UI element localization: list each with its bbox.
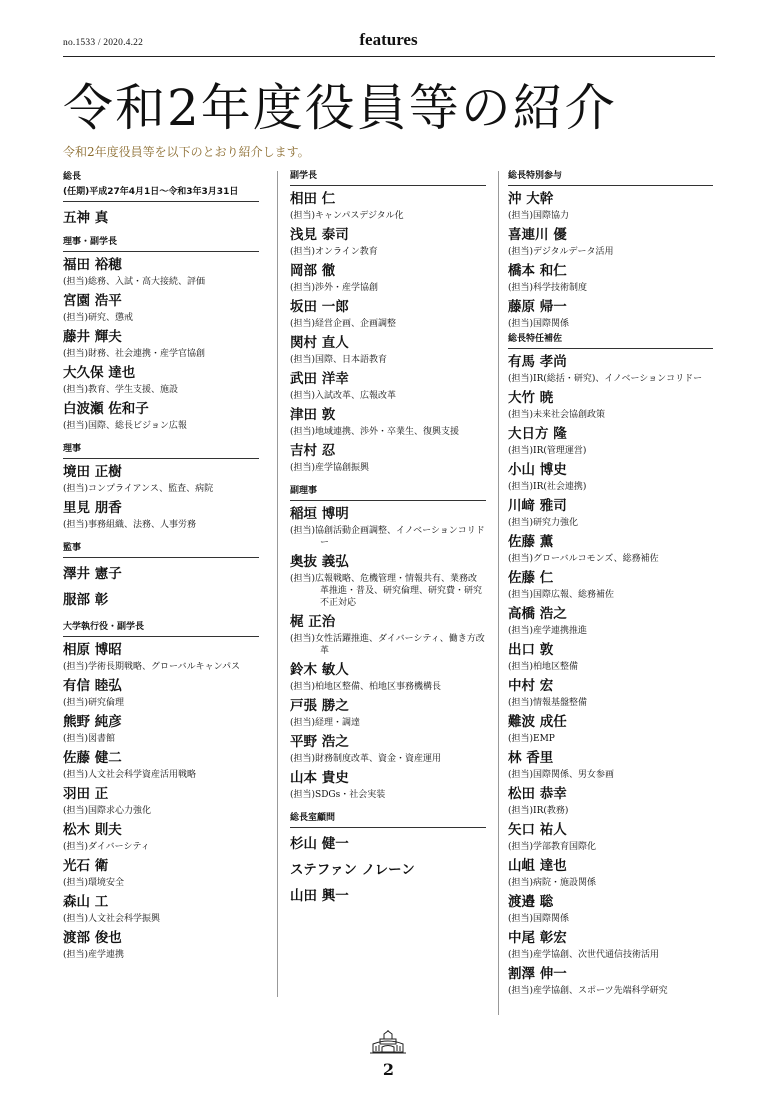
member-name: 相原 博昭 (63, 642, 122, 658)
member-name: 大久保 達也 (63, 365, 136, 381)
member-entry (290, 297, 486, 330)
page-subtitle: 令和2年度役員等を以下のとおり紹介します。 (63, 145, 310, 159)
member-name: 佐藤 健二 (63, 750, 122, 766)
member-entry (508, 856, 713, 889)
member-name: 松田 恭幸 (508, 786, 567, 802)
member-duty: (担当)事務組織、法務、人事労務 (63, 520, 197, 530)
vp-heading: 副学長 (290, 170, 486, 186)
member-duty: (担当)研究倫理 (63, 698, 125, 708)
member-entry (290, 261, 486, 294)
member-name: 平野 浩之 (290, 734, 349, 750)
trustee-vp-list (63, 255, 259, 432)
member-entry (508, 892, 713, 925)
member-entry (508, 784, 713, 817)
member-name: 高橋 浩之 (508, 606, 567, 622)
member-entry (63, 712, 259, 745)
member-entry (290, 504, 486, 549)
advisor-heading: 総長室顧問 (290, 812, 486, 828)
member-name: 澤井 憲子 (63, 566, 122, 582)
member-duty: (担当)グローバルコモンズ、総務補佐 (508, 554, 659, 564)
member-entry (508, 496, 713, 529)
member-name: 松木 則夫 (63, 822, 122, 838)
member-duty: (担当)経営企画、企画調整 (290, 319, 397, 329)
member-entry (290, 732, 486, 765)
member-duty: (担当)国際求心力強化 (63, 806, 152, 816)
member-duty: (担当)産学連携推進 (508, 626, 588, 636)
member-duty: (担当)広報戦略、危機管理・情報共有、業務改革推進・普及、研究倫理、研究費・研究不正対応 (290, 574, 483, 608)
member-duty: (担当)EMP (508, 734, 555, 744)
member-entry (63, 291, 259, 324)
auditor-heading: 監事 (63, 542, 259, 558)
member-duty: (担当)IR(総括・研究)、イノベーションコリドー (508, 374, 703, 384)
member-name: 関村 直人 (290, 335, 349, 351)
member-duty: (担当)SDGs・社会実装 (290, 790, 386, 800)
member-duty: (担当)科学技術制度 (508, 283, 588, 293)
member-entry (508, 352, 713, 385)
member-entry (63, 640, 259, 673)
member-entry (508, 388, 713, 421)
member-name: 沖 大幹 (508, 191, 554, 207)
member-name: 坂田 一郎 (290, 299, 349, 315)
member-entry (508, 964, 713, 997)
member-name: 大日方 隆 (508, 426, 567, 442)
member-name: 佐藤 薫 (508, 534, 554, 550)
member-name: 小山 博史 (508, 462, 567, 478)
member-name: 奥抜 義弘 (290, 554, 349, 570)
member-entry (508, 189, 713, 222)
auditor-list (63, 561, 259, 613)
member-name: 佐藤 仁 (508, 570, 554, 586)
member-duty: (担当)地域連携、渉外・卒業生、復興支援 (290, 427, 460, 437)
member-name: 有信 睦弘 (63, 678, 122, 694)
auditorium-logo-icon (370, 1030, 406, 1056)
member-name: 矢口 祐人 (508, 822, 567, 838)
trustee-heading: 理事 (63, 443, 259, 459)
special-heading: 総長特別参与 (508, 170, 713, 186)
member-duty: (担当)デジタルデータ活用 (508, 247, 614, 257)
member-entry (508, 748, 713, 781)
member-entry (508, 640, 713, 673)
member-duty: (担当)学部教育国際化 (508, 842, 597, 852)
member-duty: (担当)経理・調達 (290, 718, 361, 728)
member-entry (290, 441, 486, 474)
member-name: 山本 貴史 (290, 770, 349, 786)
member-name: 福田 裕穂 (63, 257, 122, 273)
member-name: 藤原 帰一 (508, 299, 567, 315)
member-entry (508, 297, 713, 330)
member-entry (290, 552, 486, 609)
column-2 (290, 170, 486, 909)
member-name: 羽田 正 (63, 786, 109, 802)
issue-number: no.1533 / 2020.4.22 (63, 38, 144, 48)
member-duty: (担当)オンライン教育 (290, 247, 378, 257)
member-entry (508, 532, 713, 565)
member-name: 川﨑 雅司 (508, 498, 567, 514)
member-duty: (担当)協創活動企画調整、イノベーションコリドー (290, 526, 485, 548)
deputy-heading: 副理事 (290, 485, 486, 501)
member-name: 熊野 純彦 (63, 714, 122, 730)
member-entry (290, 612, 486, 657)
member-name: 有馬 孝尚 (508, 354, 567, 370)
member-name: 稲垣 博明 (290, 506, 349, 522)
member-name: 相田 仁 (290, 191, 336, 207)
member-duty: (担当)教育、学生支援、施設 (63, 385, 179, 395)
member-entry (63, 676, 259, 709)
member-duty: (担当)女性活躍推進、ダイバーシティ、働き方改革 (290, 634, 485, 656)
member-entry (290, 696, 486, 729)
member-entry (508, 261, 713, 294)
column-divider-1 (277, 171, 278, 997)
member-entry (63, 856, 259, 889)
member-entry (63, 820, 259, 853)
column-divider-2 (498, 171, 499, 1015)
member-name: 里見 朋香 (63, 500, 122, 516)
member-name: 服部 彰 (63, 592, 109, 608)
member-duty: (担当)IR(管理運営) (508, 446, 587, 456)
column-3 (508, 170, 713, 1000)
president-term: (任期)平成27年4月1日～令和3年3月31日 (63, 186, 259, 202)
member-duty: (担当)研究力強化 (508, 518, 579, 528)
member-entry (508, 568, 713, 601)
member-duty: (担当)キャンパスデジタル化 (290, 211, 404, 221)
member-name: 大竹 暁 (508, 390, 554, 406)
member-entry (508, 225, 713, 258)
member-name: 宮園 浩平 (63, 293, 122, 309)
member-duty: (担当)IR(教務) (508, 806, 569, 816)
member-duty: (担当)入試改革、広報改革 (290, 391, 397, 401)
member-duty: (担当)学術長期戦略、グローバルキャンパス (63, 662, 240, 672)
member-name: 難波 成任 (508, 714, 567, 730)
trustee-list (63, 462, 259, 531)
member-entry (63, 784, 259, 817)
member-duty: (担当)産学連携 (63, 950, 125, 960)
member-name: 光石 衛 (63, 858, 109, 874)
member-entry (63, 928, 259, 961)
member-entry (508, 604, 713, 637)
member-duty: (担当)柏地区整備 (508, 662, 579, 672)
member-duty: (担当)総務、入試・高大接続、評価 (63, 277, 206, 287)
member-name: ステファン ノレーン (290, 862, 415, 878)
member-duty: (担当)財務、社会連携・産学官協創 (63, 349, 206, 359)
exec-heading: 大学執行役・副学長 (63, 621, 259, 637)
page-title: 令和2年度役員等の紹介 (63, 79, 617, 137)
member-name: 白波瀬 佐和子 (63, 401, 149, 417)
member-name: 渡部 俊也 (63, 930, 122, 946)
page-number: 2 (382, 1060, 395, 1079)
vp-list (290, 189, 486, 474)
member-duty: (担当)国際関係、男女参画 (508, 770, 615, 780)
member-name: 梶 正治 (290, 614, 336, 630)
member-entry (290, 369, 486, 402)
member-duty: (担当)柏地区整備、柏地区事務機構長 (290, 682, 442, 692)
member-name: 藤井 輝夫 (63, 329, 122, 345)
member-entry (508, 928, 713, 961)
member-entry (63, 462, 259, 495)
member-name: 出口 敦 (508, 642, 554, 658)
member-duty: (担当)産学協創振興 (290, 463, 370, 473)
member-name: 森山 工 (63, 894, 109, 910)
member-name: 中村 宏 (508, 678, 554, 694)
member-duty: (担当)人文社会科学振興 (63, 914, 161, 924)
member-name: 岡部 徹 (290, 263, 336, 279)
member-duty: (担当)未来社会協創政策 (508, 410, 606, 420)
president-name: 五神 真 (63, 210, 109, 226)
member-name: 境田 正樹 (63, 464, 122, 480)
member-entry (290, 189, 486, 222)
section-title: features (359, 30, 418, 49)
member-entry (63, 892, 259, 925)
member-duty: (担当)産学協創、次世代通信技術活用 (508, 950, 660, 960)
member-duty: (担当)病院・施設関係 (508, 878, 597, 888)
member-name: 戸張 勝之 (290, 698, 349, 714)
member-duty: (担当)コンプライアンス、監査、病院 (63, 484, 214, 494)
member-name: 浅見 泰司 (290, 227, 349, 243)
exec-list (63, 640, 259, 961)
member-duty: (担当)情報基盤整備 (508, 698, 588, 708)
member-duty: (担当)国際広報、総務補佐 (508, 590, 615, 600)
member-duty: (担当)財務制度改革、資金・資産運用 (290, 754, 442, 764)
member-entry (63, 327, 259, 360)
advisor-list (290, 831, 486, 909)
member-name: 津田 敦 (290, 407, 336, 423)
member-name: 鈴木 敏人 (290, 662, 349, 678)
member-entry (290, 225, 486, 258)
member-name: 割澤 伸一 (508, 966, 567, 982)
member-entry (508, 712, 713, 745)
member-duty: (担当)国際協力 (508, 211, 570, 221)
member-name: 渡邉 聡 (508, 894, 554, 910)
special-list (508, 189, 713, 330)
member-name: 武田 洋幸 (290, 371, 349, 387)
member-name: 喜連川 優 (508, 227, 567, 243)
member-entry (508, 424, 713, 457)
member-name: 吉村 忍 (290, 443, 336, 459)
member-name: 橋本 和仁 (508, 263, 567, 279)
member-duty: (担当)国際、日本語教育 (290, 355, 388, 365)
header-rule (63, 56, 715, 57)
member-entry (63, 748, 259, 781)
member-name: 林 香里 (508, 750, 554, 766)
member-entry (63, 498, 259, 531)
trustee-vp-heading: 理事・副学長 (63, 236, 259, 252)
member-duty: (担当)環境安全 (63, 878, 125, 888)
member-entry (63, 255, 259, 288)
member-entry (508, 676, 713, 709)
member-duty: (担当)図書館 (63, 734, 116, 744)
assistant-heading: 総長特任補佐 (508, 333, 713, 349)
member-entry (290, 660, 486, 693)
president-heading: 総長 (63, 172, 82, 182)
assistant-list (508, 352, 713, 997)
member-entry (290, 333, 486, 366)
member-entry (508, 820, 713, 853)
member-duty: (担当)国際、総長ビジョン広報 (63, 421, 187, 431)
member-entry (63, 399, 259, 432)
member-duty: (担当)国際関係 (508, 914, 570, 924)
member-duty: (担当)人文社会科学資産活用戦略 (63, 770, 197, 780)
member-duty: (担当)渉外・産学協創 (290, 283, 379, 293)
member-duty: (担当)IR(社会連携) (508, 482, 587, 492)
member-entry (290, 405, 486, 438)
member-name: 杉山 健一 (290, 836, 349, 852)
member-duty: (担当)ダイバーシティ (63, 842, 150, 852)
member-entry (508, 460, 713, 493)
member-duty: (担当)研究、懲戒 (63, 313, 134, 323)
member-entry (63, 363, 259, 396)
member-entry (290, 768, 486, 801)
member-duty: (担当)国際関係 (508, 319, 570, 329)
column-1 (63, 170, 259, 964)
member-duty: (担当)産学協創、スポーツ先端科学研究 (508, 986, 668, 996)
deputy-list (290, 504, 486, 801)
member-name: 中尾 彰宏 (508, 930, 567, 946)
member-name: 山田 興一 (290, 888, 349, 904)
member-name: 山岨 達也 (508, 858, 567, 874)
